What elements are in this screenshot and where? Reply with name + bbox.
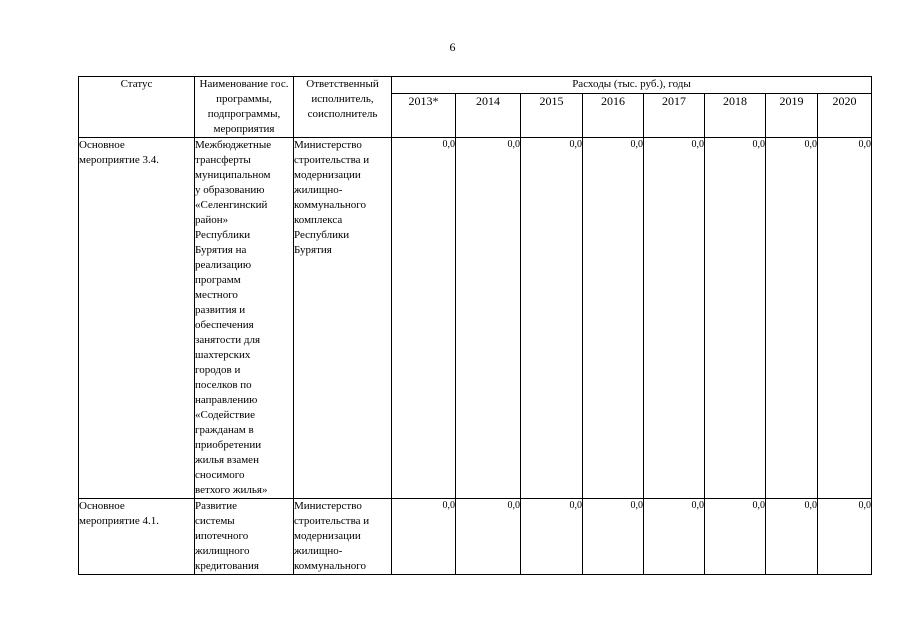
value-cell-2016: 0,0 [583,499,644,575]
responsible-text: Министерство строительства и модернизации жилищно- коммунального [294,500,370,572]
header-responsible: Ответственный исполнитель, соисполнитель [294,77,392,138]
name-text: Межбюджетные трансферты муниципальном у образованию «Селенгинский район» Республики Бурятия на реализацию программ местного развития и обеспечения занятости для шахтерских городов и поселков по направлению «Содействие гражданам в приобретении жилья взамен сносимого ветхого жилья» [195,139,272,496]
header-year-2013: 2013* [392,94,456,138]
header-year-2019: 2019 [766,94,818,138]
value-cell-2018: 0,0 [705,499,766,575]
header-year-2016: 2016 [583,94,644,138]
header-year-2018: 2018 [705,94,766,138]
responsible-cell [294,499,392,575]
table-row [79,138,872,499]
value-cell-2015: 0,0 [521,138,583,499]
value-cell-2014: 0,0 [456,499,521,575]
status-text: Основное мероприятие 4.1. [79,500,160,527]
responsible-text: Министерство строительства и модернизации жилищно- коммунального комплекса Республики Бурятия [294,139,370,256]
header-year-2014: 2014 [456,94,521,138]
value-cell-2014: 0,0 [456,138,521,499]
status-text: Основное мероприятие 3.4. [79,139,160,166]
name-cell [195,499,294,575]
value-cell-2013: 0,0 [392,138,456,499]
name-cell [195,138,294,499]
status-cell [79,499,195,575]
budget-table [78,76,872,575]
header-name: Наименование гос. программы, подпрограммы, мероприятия [195,77,294,138]
responsible-cell [294,138,392,499]
header-year-2020: 2020 [818,94,872,138]
value-cell-2020: 0,0 [818,499,872,575]
value-cell-2020: 0,0 [818,138,872,499]
table-row [79,499,872,575]
value-cell-2015: 0,0 [521,499,583,575]
value-cell-2019: 0,0 [766,138,818,499]
status-cell [79,138,195,499]
header-year-2015: 2015 [521,94,583,138]
value-cell-2018: 0,0 [705,138,766,499]
value-cell-2019: 0,0 [766,499,818,575]
header-status: Статус [79,77,195,138]
name-text: Развитие системы ипотечного жилищного кредитования [195,500,259,572]
value-cell-2017: 0,0 [644,138,705,499]
header-year-2017: 2017 [644,94,705,138]
value-cell-2016: 0,0 [583,138,644,499]
value-cell-2013: 0,0 [392,499,456,575]
header-expenses: Расходы (тыс. руб.), годы [392,77,872,94]
page-number: 6 [449,40,456,54]
value-cell-2017: 0,0 [644,499,705,575]
header-row-top [79,77,872,94]
